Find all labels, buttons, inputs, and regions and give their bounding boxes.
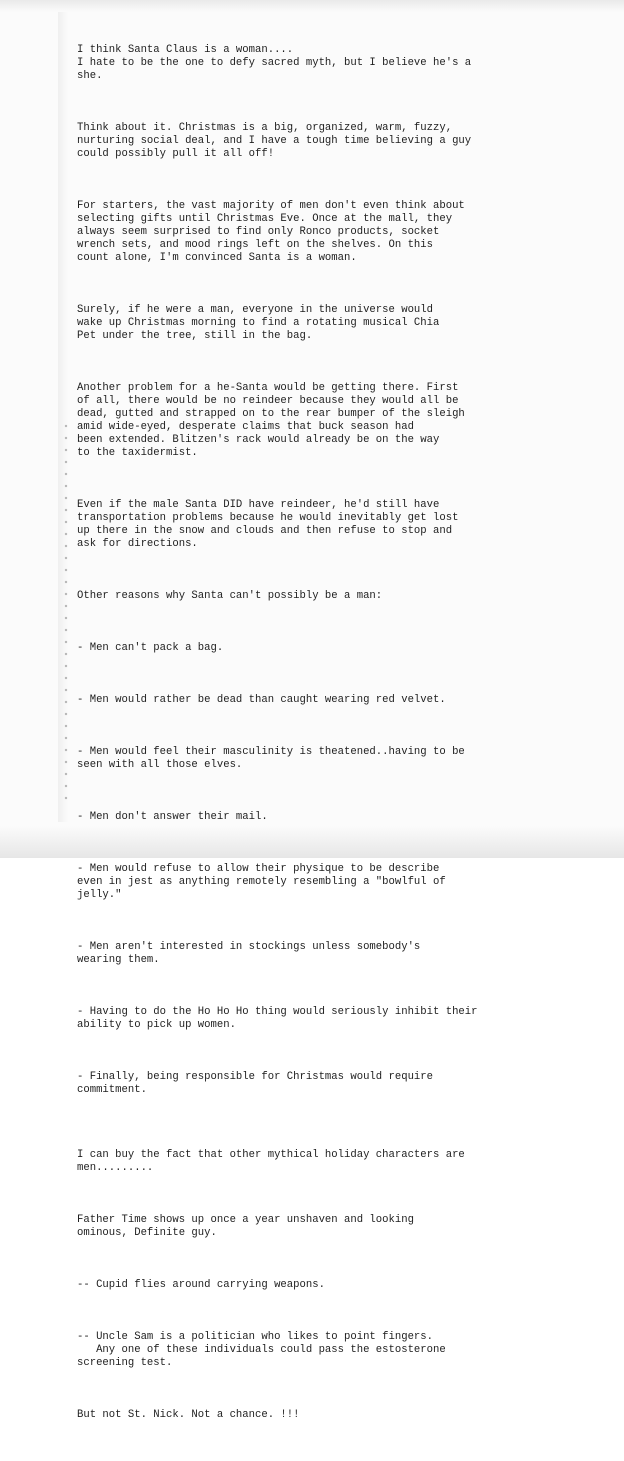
paragraph-even-if: Even if the male Santa DID have reindeer, he'd still have transportation problems because he would inevitably get lost up there in the snow and clouds and then refuse to stop and ask for directions. [77, 499, 459, 550]
paragraph-think-about-it: Think about it. Christmas is a big, organized, warm, fuzzy, nurturing social deal, and I have a tough time believing a guy could possibly pull it all off! [77, 122, 472, 160]
list-item-elves: - Men would feel their masculinity is theatened..having to be seen with all those elves. [77, 746, 465, 771]
list-item-ho-ho-ho: - Having to do the Ho Ho Ho thing would seriously inhibit their ability to pick up women. [77, 1006, 478, 1031]
document-body [77, 18, 607, 1461]
paragraph-another-problem: Another problem for a he-Santa would be getting there. First of all, there would be no reindeer because they would all be dead, gutted and strapped on to the rear bumper of the sleigh amid wide-eyed, desperate claims that buck season had been extended. Blitzen's rack would already be on the way to the taxidermist. [77, 382, 465, 459]
list-item-red-velvet: - Men would rather be dead than caught wearing red velvet. [77, 694, 446, 706]
list-item-pack-bag: - Men can't pack a bag. [77, 642, 224, 654]
paragraph-surely: Surely, if he were a man, everyone in the universe would wake up Christmas morning to find a rotating musical Chia Pet under the tree, still in the bag. [77, 304, 440, 342]
margin-dots [63, 420, 69, 800]
page-top-edge [0, 0, 624, 12]
paragraph-closing: But not St. Nick. Not a chance. !!! [77, 1409, 300, 1421]
paragraph-cupid: -- Cupid flies around carrying weapons. [77, 1279, 325, 1291]
paragraph-other-mythical: I can buy the fact that other mythical holiday characters are men......... [77, 1149, 465, 1174]
paragraph-father-time: Father Time shows up once a year unshaven and looking ominous, Definite guy. [77, 1214, 414, 1239]
list-item-commitment: - Finally, being responsible for Christmas would require commitment. [77, 1071, 434, 1096]
paragraph-intro: I think Santa Claus is a woman.... I hate to be the one to defy sacred myth, but I believe he's a she. [77, 44, 472, 82]
paragraph-other-reasons: Other reasons why Santa can't possibly be a man: [77, 590, 383, 602]
list-item-stockings: - Men aren't interested in stockings unless somebody's wearing them. [77, 941, 421, 966]
list-item-physique: - Men would refuse to allow their physique to be describe even in jest as anything remotely resembling a "bowlful of jelly." [77, 863, 446, 901]
list-item-mail: - Men don't answer their mail. [77, 811, 268, 823]
paragraph-for-starters: For starters, the vast majority of men don't even think about selecting gifts until Christmas Eve. Once at the mall, they always seem surprised to find only Ronco products, socket wrench sets, and mood rings left on the shelves. On this count alone, I'm convinced Santa is a woman. [77, 200, 465, 264]
paragraph-uncle-sam: -- Uncle Sam is a politician who likes to point fingers. Any one of these individuals could pass the estosterone screening test. [77, 1331, 446, 1369]
